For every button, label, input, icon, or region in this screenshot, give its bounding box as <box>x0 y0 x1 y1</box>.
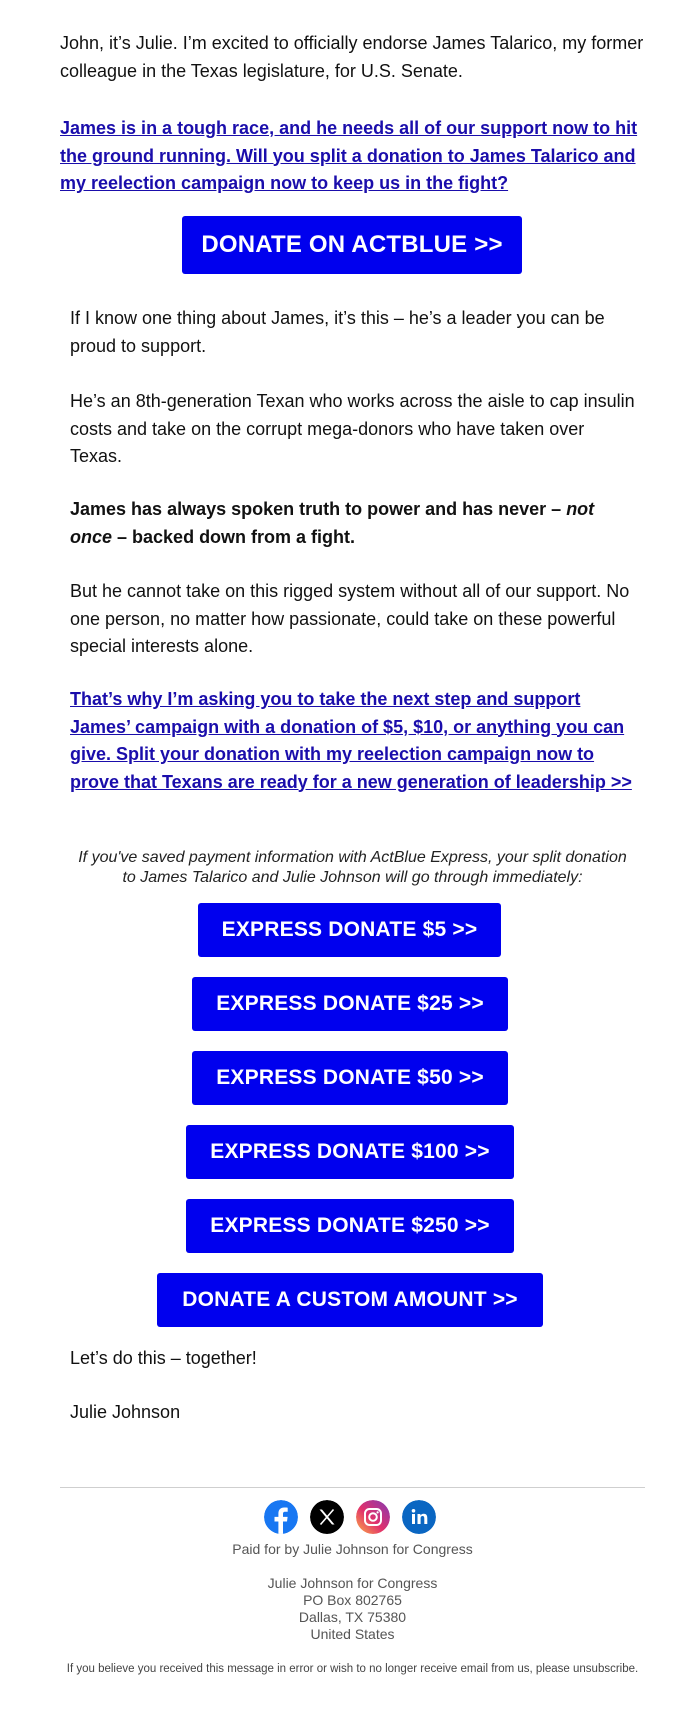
express-donate-250-button[interactable]: EXPRESS DONATE $250 >> <box>186 1199 514 1253</box>
rigged-system-paragraph: But he cannot take on this rigged system without all of our support. No one person, no matter how passionate, could take on these powerful special interests alone. <box>70 581 630 656</box>
truth-to-power-paragraph <box>70 496 640 551</box>
leader-paragraph: If I know one thing about James, it’s this – he’s a leader you can be proud to support. <box>70 308 605 356</box>
mailing-address <box>60 1575 645 1643</box>
signature: Julie Johnson <box>70 1402 181 1422</box>
donate-actblue-button[interactable]: DONATE ON ACTBLUE >> <box>182 216 522 274</box>
address-line-organization: Julie Johnson for Congress <box>267 1575 438 1591</box>
bold-text-part2: – backed down from a fight. <box>112 526 356 547</box>
bold-text-italic: not once <box>70 499 595 547</box>
intro-paragraph: John, it’s Julie. I’m excited to officially endorse James Talarico, my former colleague in the Texas legislature, for U.S. Senate. <box>60 33 644 81</box>
unsubscribe-notice[interactable]: If you believe you received this message in error or wish to no longer receive email from us, please unsubscribe. <box>66 1663 639 1675</box>
express-donate-25-button[interactable]: EXPRESS DONATE $25 >> <box>192 977 508 1031</box>
donation-ask-link[interactable]: That’s why I’m asking you to take the next step and support James’ campaign with a donation of $5, $10, or anything you can give. Split your donation with my reelection campaign now to prove that Texans are ready for a new generation of leadership >> <box>70 689 632 792</box>
donate-custom-amount-button[interactable]: DONATE A CUSTOM AMOUNT >> <box>157 1273 543 1327</box>
texan-paragraph: He’s an 8th-generation Texan who works across the aisle to cap insulin costs and take on the corrupt mega-donors who have taken over Texas. <box>70 391 635 466</box>
footer-divider <box>60 1487 645 1488</box>
address-line-city: Dallas, TX 75380 <box>298 1609 407 1625</box>
facebook-icon[interactable] <box>264 1500 298 1534</box>
donate-split-link[interactable]: James is in a tough race, and he needs all of our support now to hit the ground running. Will you split a donation to James Talarico and my reelection campaign now to keep us in the fight? <box>60 118 638 193</box>
express-note: If you've saved payment information with ActBlue Express, your split donation to James Talarico and Julie Johnson will go through immediately: <box>78 849 627 886</box>
closing-line: Let’s do this – together! <box>70 1348 257 1368</box>
address-line-country: United States <box>310 1626 395 1642</box>
linkedin-icon[interactable] <box>402 1500 436 1534</box>
express-donate-50-button[interactable]: EXPRESS DONATE $50 >> <box>192 1051 508 1105</box>
express-donate-100-button[interactable]: EXPRESS DONATE $100 >> <box>186 1125 514 1179</box>
instagram-icon[interactable] <box>356 1500 390 1534</box>
paid-for-disclaimer: Paid for by Julie Johnson for Congress <box>232 1541 473 1557</box>
address-line-po-box: PO Box 802765 <box>303 1592 402 1608</box>
express-donate-5-button[interactable]: EXPRESS DONATE $5 >> <box>198 903 501 957</box>
bold-text-part1: James has always spoken truth to power and has never – <box>70 499 567 519</box>
x-icon[interactable] <box>310 1500 344 1534</box>
